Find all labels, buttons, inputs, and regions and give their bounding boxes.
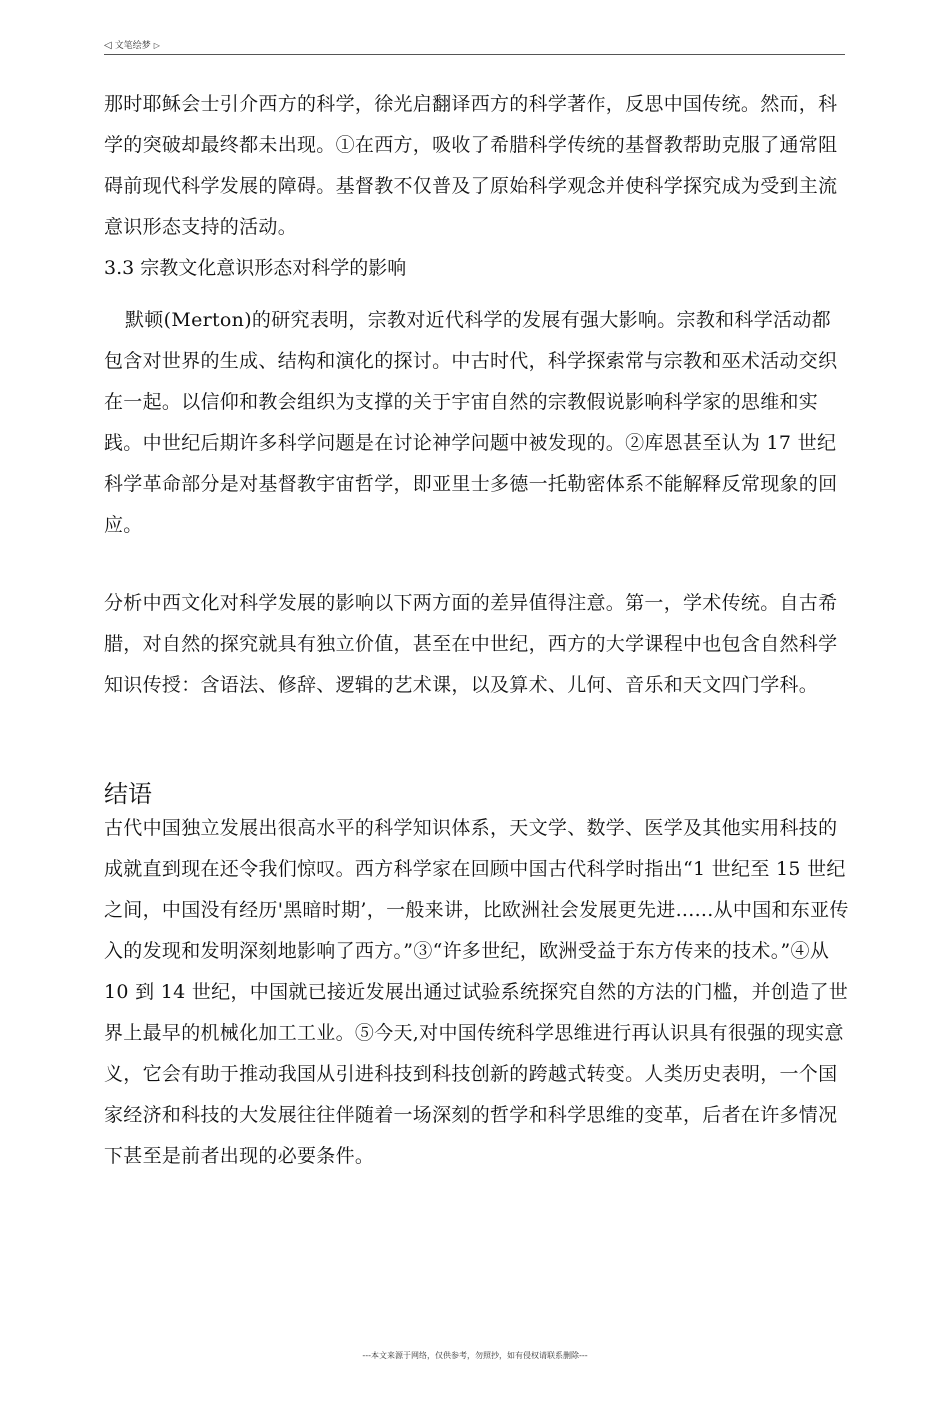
paragraph-conclusion: 古代中国独立发展出很高水平的科学知识体系，天文学、数学、医学及其他实用科技的成就直到现在还令我们惊叹。西方科学家在回顾中国古代科学时指出“1 世纪至 15 世纪之间，中国没有经历'黑暗时期’，一般来讲，比欧洲社会发展更先进......从中国和东亚传入的发现和发明深刻地影响了西方。”③“许多世纪，欧洲受益于东方传来的技术。”④从 10 到 14 世纪，中国就已接近发展出通过试验系统探究自然的方法的门槛，并创造了世界上最早的机械化加工工业。⑤今天,对中国传统科学思维进行再认识具有很强的现实意义，它会有助于推动我国从引进科技到科技创新的跨越式转变。人类历史表明，一个国家经济和科技的大发展往往伴随着一场深刻的哲学和科学思维的变革，后者在许多情况下甚至是前者出现的必要条件。: [104, 817, 849, 1167]
right-triangle-icon: ▷: [153, 41, 160, 50]
paragraph-differences: 分析中西文化对科学发展的影响以下两方面的差异值得注意。第一，学术传统。自古希腊，对自然的探究就具有独立价值，甚至在中世纪，西方的大学课程中也包含自然科学知识传授：含语法、修辞、逻辑的艺术课，以及算术、儿何、音乐和天文四门学科。: [104, 592, 838, 696]
section-heading-3-3: 3.3 宗教文化意识形态对科学的影响: [104, 257, 407, 279]
conclusion-heading: 结语: [104, 780, 152, 808]
page-footer: ---本文来源于网络，仅供参考，勿照抄，如有侵权请联系删除---: [362, 1351, 588, 1360]
paragraph-merton: 默顿(Merton)的研究表明，宗教对近代科学的发展有强大影响。宗教和科学活动都包含对世界的生成、结构和演化的探讨。中古时代，科学探索常与宗教和巫术活动交织在一起。以信仰和教会组织为支撑的关于宇宙自然的宗教假说影响科学家的思维和实践。中世纪后期许多科学问题是在讨论神学问题中被发现的。②库恩甚至认为 17 世纪科学革命部分是对基督教宇宙哲学，即亚里士多德一托勒密体系不能解释反常现象的回应。: [104, 309, 838, 536]
header-text: 文笔绘梦: [114, 41, 151, 51]
document-body: [104, 84, 850, 1177]
paragraph-jesuits: 那时耶稣会士引介西方的科学，徐光启翻译西方的科学著作，反思中国传统。然而，科学的突破却最终都未出现。①在西方，吸收了希腊科学传统的基督教帮助克服了通常阻碍前现代科学发展的障碍。基督教不仅普及了原始科学观念并使科学探究成为受到主流意识形态支持的活动。: [104, 93, 838, 238]
left-triangle-icon: ◁: [104, 40, 112, 51]
page-header: [104, 38, 845, 55]
